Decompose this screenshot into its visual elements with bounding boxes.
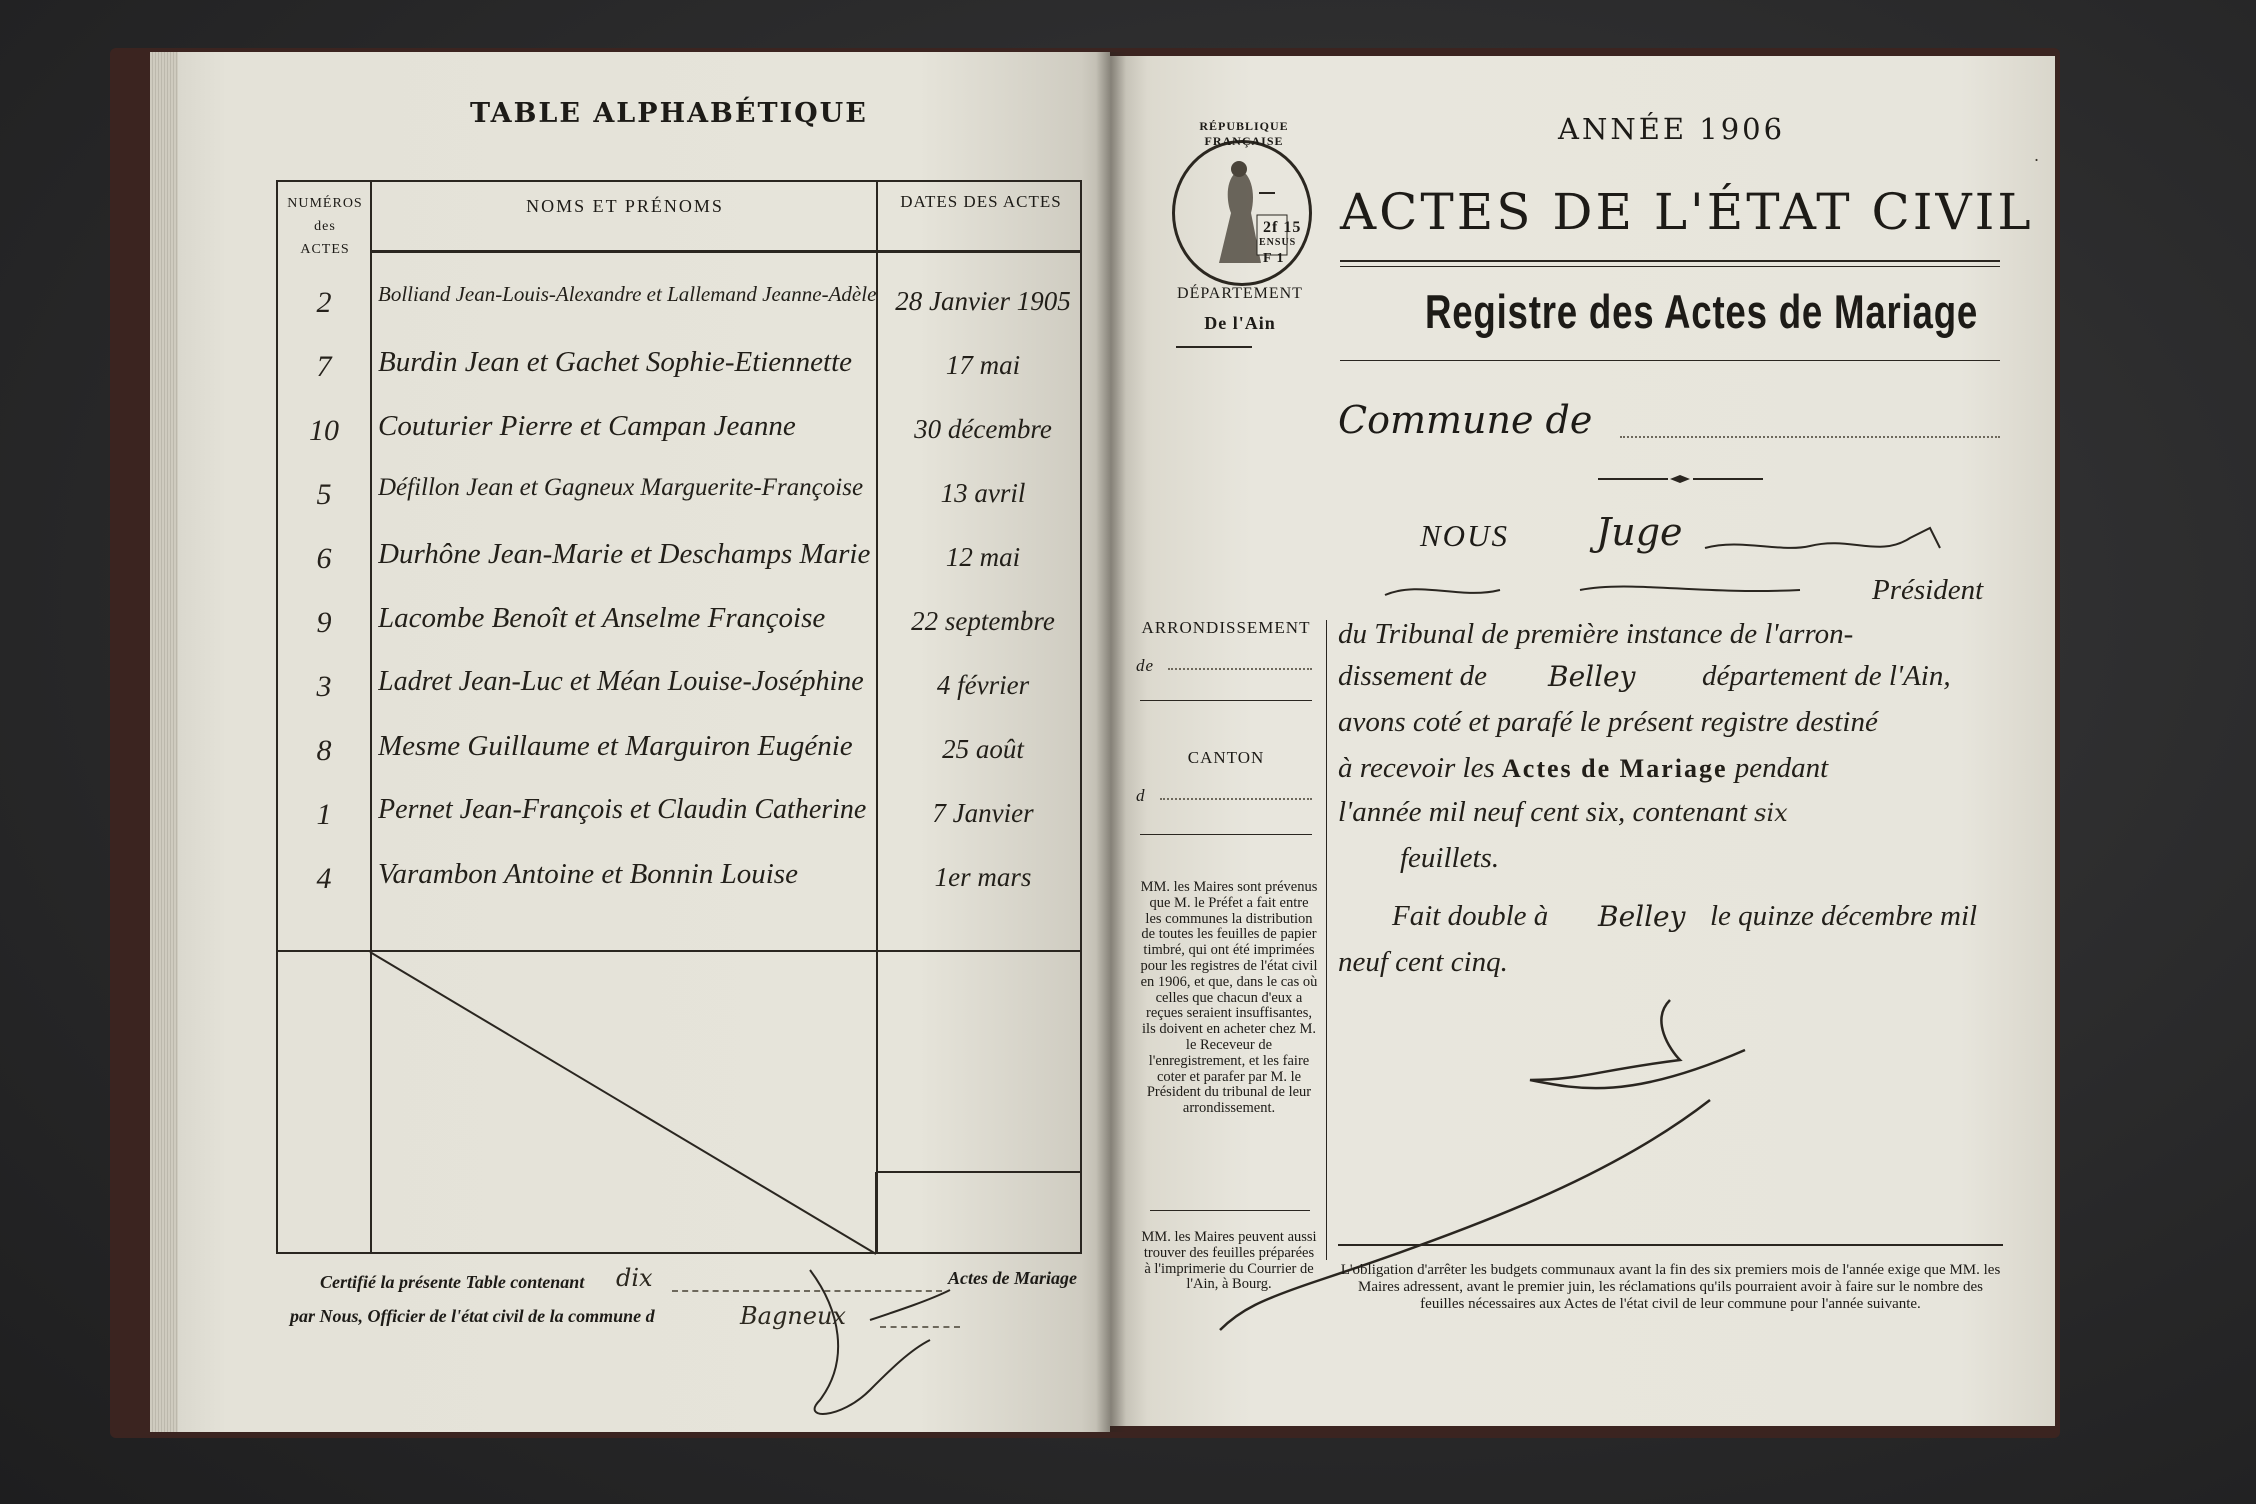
row-date: 22 septembre [911,606,1055,636]
handwritten-fait-double: Belley [1598,900,1686,933]
row-names: Burdin Jean et Gachet Sophie-Etiennette [378,346,853,378]
row-date: 12 mai [945,542,1021,572]
handwritten-judge: Juge [1596,510,1683,554]
row-names: Couturier Pierre et Campan Jeanne [378,410,796,442]
line-president: Président [1872,574,1984,606]
department-label: DÉPARTEMENT [1177,285,1303,302]
handwritten-line2 [1380,570,1820,610]
certification-actes: Actes de Mariage [948,1268,1077,1288]
row-date: 1er mars [934,862,1032,892]
row-number: 2 [316,286,332,319]
register-subtitle: Registre des Actes de Mariage [1425,285,1979,338]
row-number: 5 [316,478,332,511]
line-quinze-decembre: le quinze décembre mil [1710,900,1978,932]
row-names: Lacombe Benoît et Anselme Françoise [378,602,826,634]
certification-count: dix [616,1264,653,1292]
row-number: 9 [316,606,332,639]
alphabetical-table [276,180,1082,1254]
register-year: ANNÉE 1906 [1558,112,1786,146]
row-number: 4 [316,862,332,895]
page-edges [150,52,178,1432]
margin-mark: · [2034,150,2039,170]
header-numbers: NUMÉROS des ACTES [287,196,363,257]
line-departement: département de l'Ain, [1702,660,1951,692]
row-names: Mesme Guillaume et Marguiron Eugénie [378,730,853,762]
row-names: Pernet Jean-François et Claudin Catherine [378,794,867,825]
commune-label: Commune de [1338,398,1593,442]
nous-label: NOUS [1420,518,1509,553]
row-date: 25 août [942,734,1024,764]
row-number: 7 [316,350,332,383]
row-date: 4 février [936,670,1030,700]
certification-line-2: par Nous, Officier de l'état civil de la commune d [290,1306,655,1326]
stamp-price: 2f 15 [1263,219,1302,236]
line-tribunal: du Tribunal de première instance de l'arron- [1338,618,1854,650]
book-gutter [1096,52,1126,1432]
budget-notice: L'obligation d'arrêter les budgets communaux avant la fin des six premiers mois de l'année exige que MM. les Maires adressent, avant le premier juin, les réclamations qu'ils pourraient avoir à faire sur le nombre des feuilles nécessaires aux Actes de l'état civil de leur commune pour l'année suivante. [1340,1262,2001,1312]
certification-line-1: Certifié la présente Table contenant [320,1272,585,1292]
department-name: De l'Ain [1204,313,1276,333]
ornament-divider [1598,474,1763,484]
line-avons-cote: avons coté et parafé le présent registre destiné [1338,706,1878,738]
handwritten-arrondissement: Belley [1548,660,1636,693]
main-title: ACTES DE L'ÉTAT CIVIL [1340,183,2034,241]
header-names: NOMS ET PRÉNOMS [526,196,724,216]
canton-de: d [1136,786,1146,805]
maires-notice-2: MM. les Maires peuvent aussi trouver des feuilles préparées à l'imprimerie du Courrier de l'Ain, à Bourg. [1141,1229,1317,1293]
row-names: Défillon Jean et Gagneux Marguerite-Françoise [378,474,864,501]
line-fait-double: Fait double à [1392,900,1549,932]
row-names: Bolliand Jean-Louis-Alexandre et Lallemand Jeanne-Adèle [378,282,877,306]
line-feuillets: feuillets. [1400,842,1500,874]
strike-lines [278,182,1084,1256]
row-names: Ladret Jean-Luc et Méan Louise-Joséphine [378,666,864,697]
row-number: 10 [309,414,339,447]
stamp-cents: ENSUS [1259,237,1297,248]
left-signature [780,1250,980,1430]
stamp-fraction: F 1 [1263,251,1285,266]
line-annee: l'année mil neuf cent six, contenant six [1338,796,1788,828]
page-title: TABLE ALPHABÉTIQUE [470,98,868,129]
stamp-figure-icon [1175,143,1309,283]
arrondissement-de: de [1136,656,1155,675]
handwritten-scribble [1700,508,1960,568]
certification-commune: Bagneux [740,1302,846,1330]
row-date: 7 Janvier [932,798,1034,828]
stamp-text: RÉPUBLIQUE FRANÇAISE [1199,119,1289,148]
row-date: 28 Janvier 1905 [895,286,1071,316]
row-number: 6 [316,542,332,575]
row-date: 17 mai [945,350,1021,380]
header-dates: DATES DES ACTES [900,192,1062,211]
row-number: 3 [316,670,332,703]
row-names: Durhône Jean-Marie et Deschamps Marie [378,538,871,570]
canton-label: CANTON [1187,748,1265,767]
row-number: 1 [316,798,332,831]
line-recevoir: à recevoir les Actes de Mariage pendant [1338,752,1829,784]
line-neuf-cent-cinq: neuf cent cinq. [1338,946,1508,978]
row-date: 30 décembre [914,414,1052,444]
row-date: 13 avril [940,478,1026,508]
row-names: Varambon Antoine et Bonnin Louise [378,858,798,890]
arrondissement-label: ARRONDISSEMENT [1141,618,1311,637]
row-number: 8 [316,734,332,767]
maires-notice: MM. les Maires sont prévenus que M. le Préfet a fait entre les communes la distribution de toutes les feuilles de papier timbré, qui ont été imprimées pour les registres de l'état civil en 1906, et que, dans le cas où celles que chacun d'eux a reçues seraient insuffisantes, ils doivent en acheter chez M. le Receveur de l'enregistrement, et les faire coter et parafer par M. le Président du tribunal de leur arrondissement. [1140,879,1318,1117]
fiscal-stamp [1172,119,1312,286]
line-arrondissement-start: dissement de [1338,660,1487,692]
